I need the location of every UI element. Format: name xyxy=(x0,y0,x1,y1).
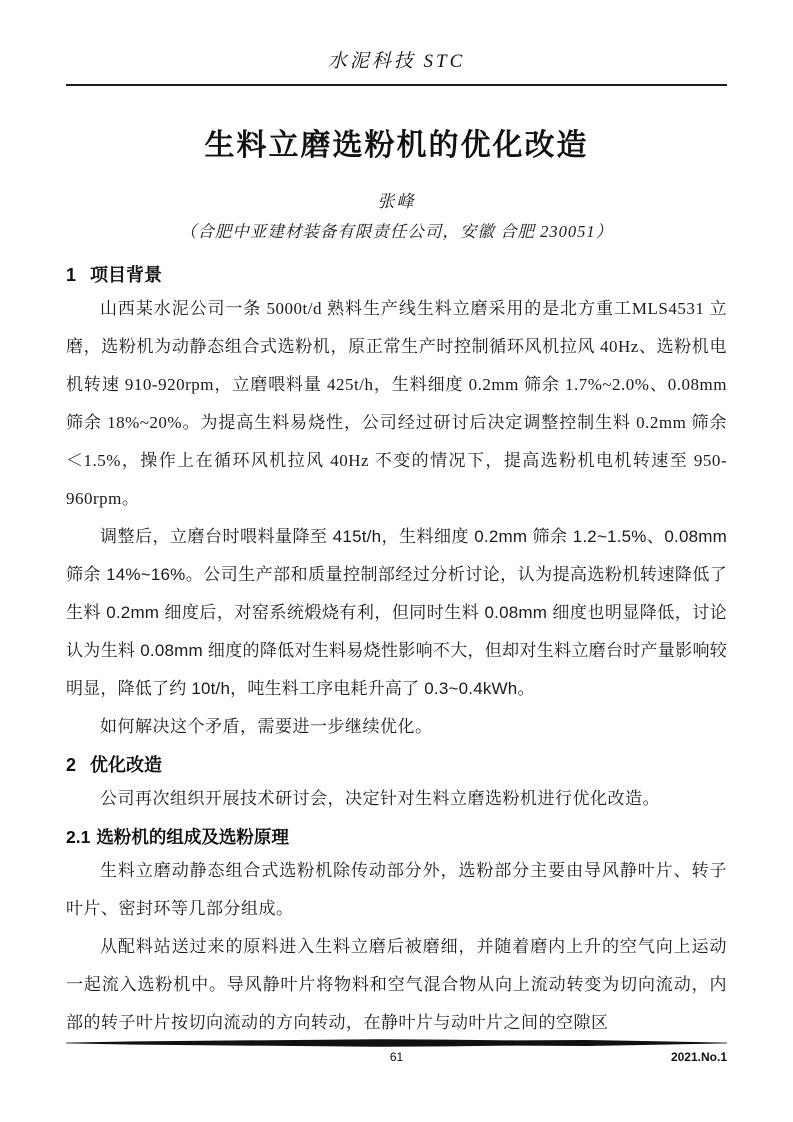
paragraph: 公司再次组织开展技术研讨会，决定针对生料立磨选粉机进行优化改造。 xyxy=(100,789,660,808)
section-number: 2 xyxy=(66,755,77,775)
section-heading-1 xyxy=(66,260,727,290)
section-heading-label: 选粉机的组成及选粉原理 xyxy=(96,827,289,847)
journal-header: 水泥科技 STC xyxy=(327,51,466,72)
section-number: 1 xyxy=(66,265,77,285)
paragraph: 山西某水泥公司一条 5000t/d 熟料生产线生料立磨采用的是北方重工MLS4531 立磨，选粉机为动静态组合式选粉机，原正常生产时控制循环风机拉风 40Hz、选粉机电机转速 910-920rpm，立磨喂料量 425t/h，生料细度 0.2mm 筛余 1.7%~2.0%、0.08mm 筛余 18%~20%。为提高生料易烧性，公司经过研讨后决定调整控制生料 0.2mm 筛余＜1.5%，操作上在循环风机拉风 40Hz 不变的情况下，提高选粉机电机转速至 950-960rpm。 xyxy=(66,299,727,508)
author-name: 张峰 xyxy=(377,192,416,211)
paragraph: 从配料站送过来的原料进入生料立磨后被磨细，并随着磨内上升的空气向上运动一起流入选粉机中。导风静叶片将物料和空气混合物从向上流动转变为切向流动，内部的转子叶片按切向流动的方向转动，在静叶片与动叶片之间的空隙区 xyxy=(66,937,727,1032)
page-number: 61 xyxy=(389,1050,404,1064)
footer-text-row xyxy=(66,1049,727,1065)
paragraph: 如何解决这个矛盾，需要进一步继续优化。 xyxy=(100,717,433,736)
footer-rule-decoration xyxy=(66,1038,727,1048)
issue-number: 2021.No.1 xyxy=(670,1050,727,1064)
header-rule xyxy=(66,84,727,86)
page-title: 生料立磨选粉机的优化改造 xyxy=(204,129,589,162)
page-footer xyxy=(66,1038,727,1065)
page-content xyxy=(66,0,727,1042)
paragraph: 调整后，立磨台时喂料量降至 415t/h，生料细度 0.2mm 筛余 1.2~1.5%、0.08mm 筛余 14%~16%。公司生产部和质量控制部经过分析讨论，认为提高选粉机转速降低了生料 0.2mm 细度后，对窑系统煅烧有利，但同时生料 0.08mm 细度也明显降低，讨论认为生料 0.08mm 细度的降低对生料易烧性影响不大，但却对生料立磨台时产量影响较明显，降低了约 10t/h，吨生料工序电耗升高了 0.3~0.4kWh。 xyxy=(66,527,727,698)
section-heading-label: 优化改造 xyxy=(90,755,163,775)
paragraph: 生料立磨动静态组合式选粉机除传动部分外，选粉部分主要由导风静叶片、转子叶片、密封环等几部分组成。 xyxy=(66,861,727,918)
section-heading-2 xyxy=(66,750,727,780)
section-heading-label: 项目背景 xyxy=(90,265,163,285)
author-affiliation: （合肥中亚建材装备有限责任公司，安徽 合肥 230051） xyxy=(179,222,614,241)
section-heading-2-1 xyxy=(66,822,727,852)
section-number: 2.1 xyxy=(66,827,91,847)
